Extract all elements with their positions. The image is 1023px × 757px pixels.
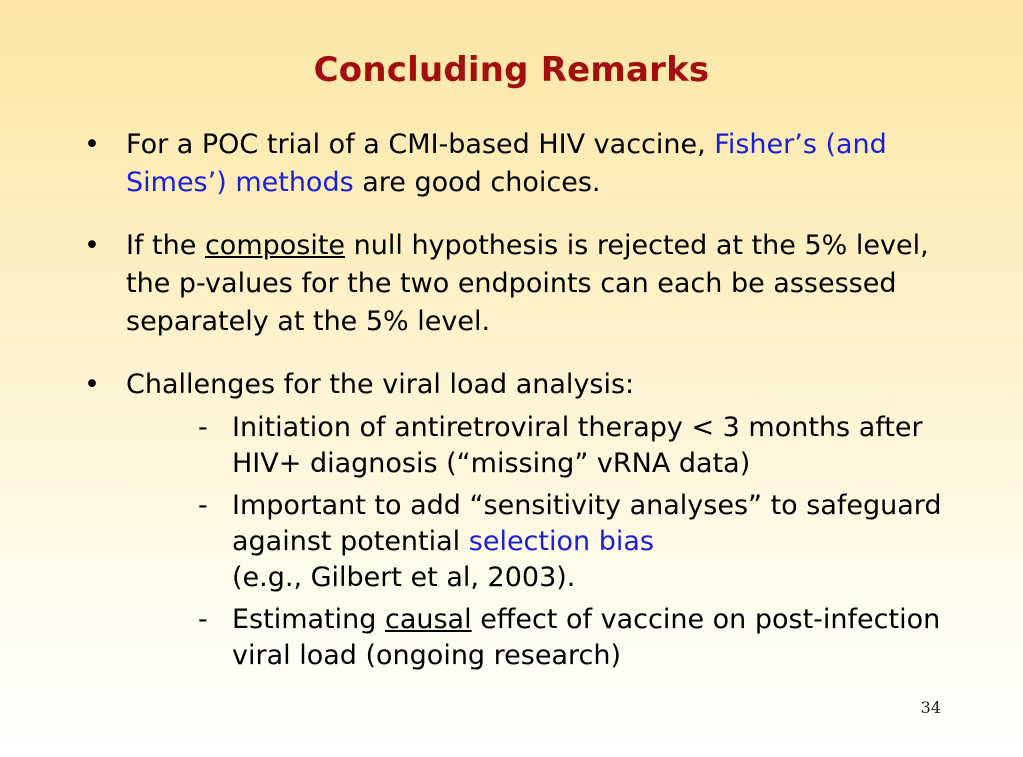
slide-title: Concluding Remarks xyxy=(313,50,710,90)
bullet-text: If the xyxy=(126,230,205,261)
sub-bullet-text: Estimating xyxy=(232,604,385,635)
highlight-methods: Fisher’s (and Simes’) methods xyxy=(126,129,887,198)
dash-marker: - xyxy=(198,412,208,443)
sub-bullet-text: Initiation of antiretroviral therapy < 3 months after HIV+ diagnosis (“missing” vRNA data) xyxy=(232,412,923,479)
dash-marker: - xyxy=(198,490,208,521)
bullet-item xyxy=(84,366,964,674)
bullet-marker: • xyxy=(84,230,100,261)
bullet-text: Challenges for the viral load analysis: xyxy=(126,369,635,400)
bullet-text: For a POC trial of a CMI-based HIV vaccine, xyxy=(126,129,715,160)
bullet-item xyxy=(84,227,964,341)
bullet-text: are good choices. xyxy=(353,167,601,198)
bullet-text: null hypothesis is rejected at the 5% level, the p-values for the two endpoints can each be assessed separately at the 5% level. xyxy=(126,230,929,337)
underlined-composite: composite xyxy=(204,230,346,261)
highlight-selection-bias: selection bias xyxy=(468,526,654,557)
sub-bullet-item xyxy=(126,410,964,482)
page-number: 34 xyxy=(920,698,941,717)
sub-bullet-text: effect of vaccine on post-infection viral load (ongoing research) xyxy=(232,604,941,671)
bullet-list xyxy=(84,126,964,699)
sub-bullet-list xyxy=(126,410,964,674)
sub-bullet-text: Important to add “sensitivity analyses” to safeguard against potential xyxy=(232,490,942,557)
sub-bullet-item xyxy=(126,488,964,596)
sub-bullet-text: (e.g., Gilbert et al, 2003). xyxy=(232,562,576,593)
dash-marker: - xyxy=(198,604,208,635)
bullet-marker: • xyxy=(84,129,100,160)
underlined-causal: causal xyxy=(384,604,472,635)
sub-bullet-item xyxy=(126,602,964,674)
bullet-marker: • xyxy=(84,369,100,400)
bullet-item xyxy=(84,126,964,202)
